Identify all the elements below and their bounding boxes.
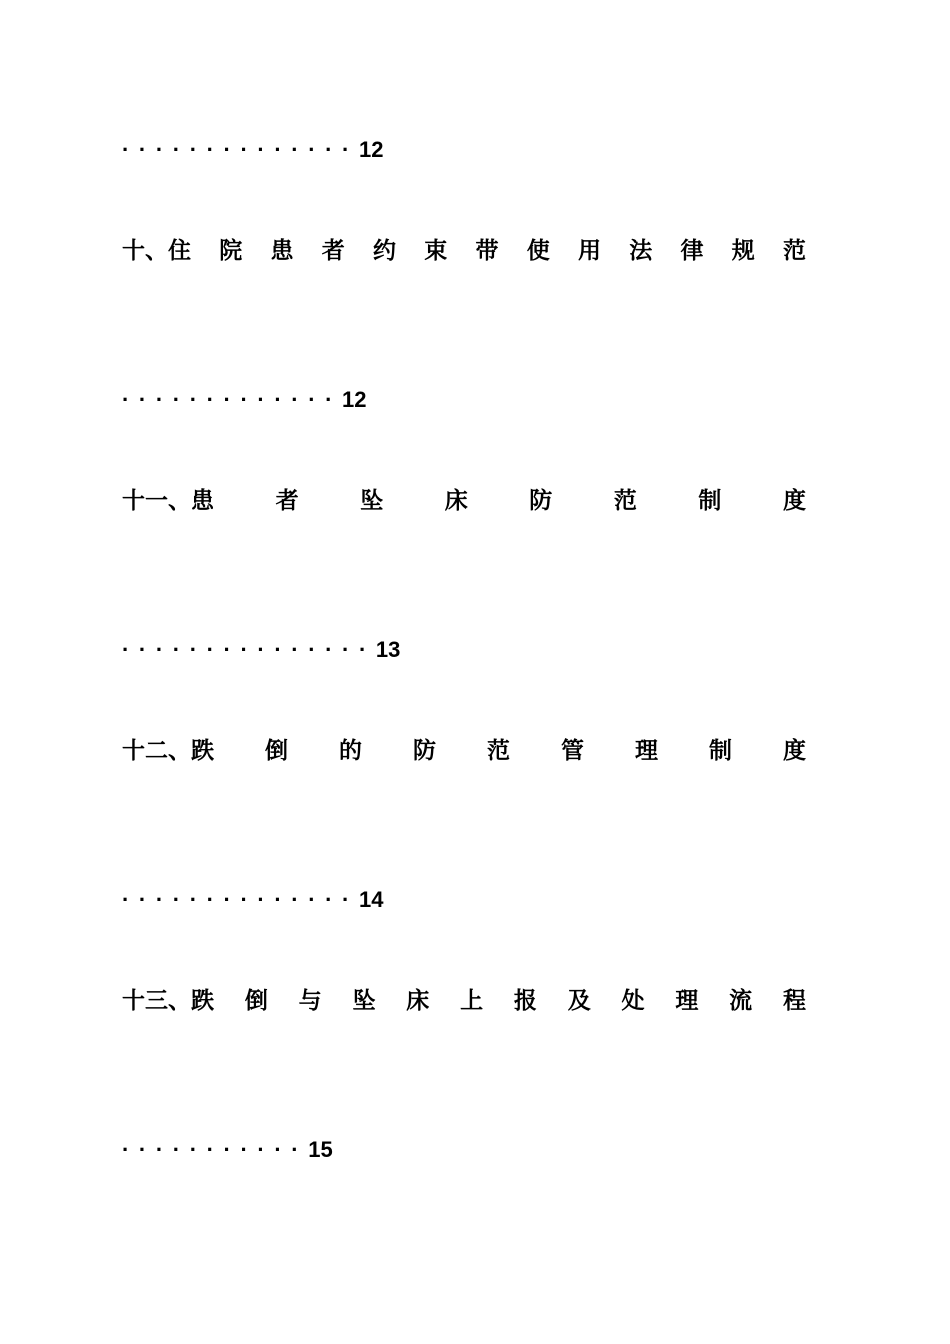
toc-entry-head [122,986,214,1016]
page-number: 14 [358,887,384,912]
toc-entry-char: 患 [191,487,214,514]
toc-entry-char: 坠 [352,987,376,1014]
toc-entry-char: 报 [513,987,537,1014]
page-number: 12 [342,387,367,412]
page-number: 15 [308,1137,333,1162]
toc-leader-line [122,386,367,414]
toc-entry-char: 患 [270,237,294,264]
toc-entry-char: 规 [731,237,755,264]
toc-entry-char: 处 [621,987,645,1014]
toc-entry-title [122,236,806,266]
toc-entry-title [122,486,806,516]
leader-dots: ············· [122,387,343,412]
toc-entry-char: 及 [567,987,591,1014]
toc-entry-char: 范 [783,237,806,264]
page-number: 13 [375,637,401,662]
toc-entry-char: 与 [298,987,322,1014]
toc-entry-char: 用 [578,237,601,264]
toc-entry-char: 使 [526,237,550,264]
toc-entry-numeral: 十三、 [122,987,191,1014]
toc-entry-char: 上 [460,987,484,1014]
toc-entry-char: 制 [698,487,722,514]
toc-entry-char: 住 [168,237,191,264]
toc-entry-char: 跌 [191,737,214,764]
toc-entry-char: 约 [373,237,396,264]
toc-entry-char: 程 [782,987,806,1014]
toc-entry-char: 范 [613,487,637,514]
toc-entry-char: 律 [680,237,704,264]
leader-dots: ·············· [122,887,359,912]
toc-entry-char: 的 [339,737,362,764]
toc-entry-title [122,736,806,766]
toc-entry-char: 防 [413,737,436,764]
toc-entry-char: 管 [561,737,584,764]
toc-entry-char: 倒 [244,987,268,1014]
toc-entry-char: 坠 [360,487,384,514]
toc-entry-char: 床 [444,487,468,514]
toc-entry-char: 法 [629,237,653,264]
toc-entry-char: 制 [709,737,732,764]
toc-entry-char: 度 [783,737,806,764]
toc-entry-head [122,736,214,766]
toc-entry-head [122,236,191,266]
toc-entry-char: 院 [219,237,243,264]
toc-entry-char: 理 [675,987,699,1014]
toc-entry-char: 束 [424,237,448,264]
toc-entry-char: 理 [635,737,658,764]
toc-entry-char: 范 [487,737,510,764]
toc-entry-char: 者 [275,487,299,514]
toc-entry-char: 倒 [265,737,288,764]
toc-entry-numeral: 十一、 [122,487,191,514]
leader-dots: ··············· [122,637,376,662]
leader-dots: ·············· [122,137,359,162]
toc-entry-char: 度 [782,487,806,514]
toc-entry-numeral: 十二、 [122,737,191,764]
toc-entry-title [122,986,806,1016]
toc-entry-char: 床 [406,987,430,1014]
toc-leader-line [122,636,400,664]
toc-entry-char: 跌 [191,987,214,1014]
page-number: 12 [358,137,384,162]
toc-entry-numeral: 十、 [122,237,168,264]
toc-leader-line [122,136,383,164]
toc-leader-line [122,886,383,914]
toc-leader-line [122,1136,333,1164]
leader-dots: ··········· [122,1137,309,1162]
toc-entry-char: 者 [321,237,345,264]
toc-entry-char: 流 [729,987,753,1014]
toc-entry-char: 带 [475,237,499,264]
toc-entry-head [122,486,214,516]
toc-entry-char: 防 [529,487,553,514]
